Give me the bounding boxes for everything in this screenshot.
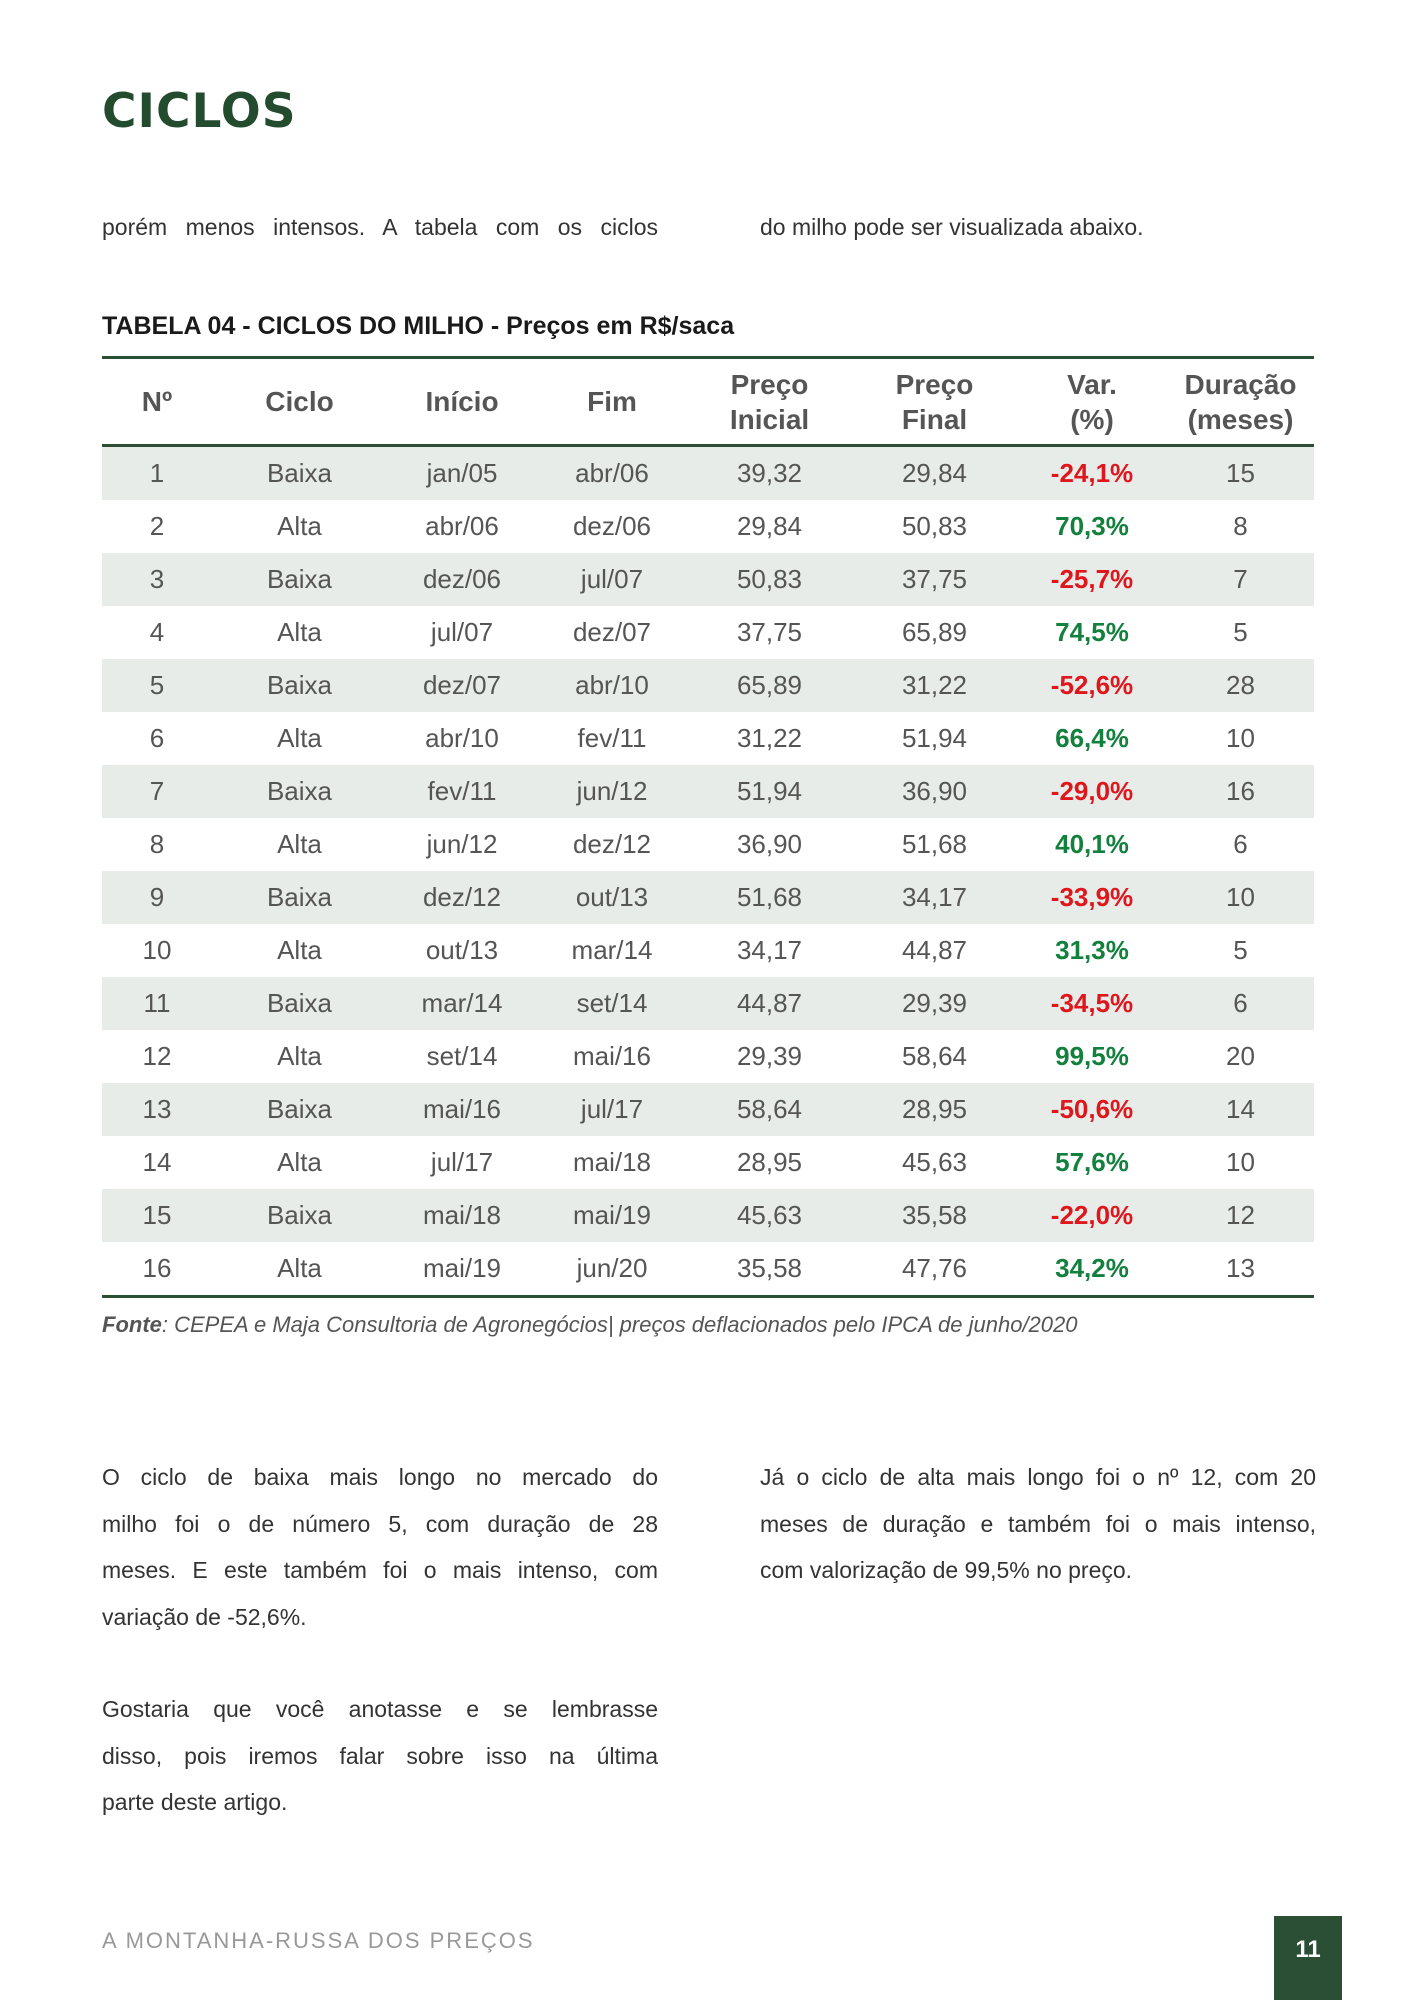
cell-fim: mai/16 <box>572 1041 652 1071</box>
table-row <box>102 871 1314 924</box>
cell-ciclo: Baixa <box>212 765 387 818</box>
cell-preco-final: 37,75 <box>852 553 1017 606</box>
header-n: Nº <box>102 358 212 446</box>
cell-ciclo: Baixa <box>212 1083 387 1136</box>
table-row <box>102 977 1314 1030</box>
header-fim: Fim <box>537 358 687 446</box>
header-preco-final: Preço Final <box>852 358 1017 446</box>
table-row <box>102 1136 1314 1189</box>
cell-fim: jun/12 <box>537 765 687 818</box>
cell-n: 5 <box>102 659 212 712</box>
cell-inicio: mai/16 <box>387 1083 537 1136</box>
body-left-p2-line1: Gostaria que você anotasse e se lembrasse <box>102 1696 658 1722</box>
body-left-p1-line3: meses. E este também foi o mais intenso, com <box>102 1557 658 1583</box>
cell-ciclo: Alta <box>277 723 322 753</box>
body-left-p1-line4: variação de -52,6%. <box>102 1603 307 1630</box>
table-header-row <box>102 358 1314 446</box>
cell-n: 6 <box>149 723 165 753</box>
cell-preco-final: 45,63 <box>901 1147 968 1177</box>
body-left-p2-line3: parte deste artigo. <box>102 1789 288 1815</box>
cell-preco-final: 29,84 <box>852 446 1017 501</box>
intro-right-text: do milho pode ser visualizada abaixo. <box>760 214 1144 240</box>
cell-preco-final: 51,94 <box>901 723 968 753</box>
cell-preco-final: 29,39 <box>852 977 1017 1030</box>
cell-ciclo: Alta <box>277 1253 322 1283</box>
intro-left-text: porém menos intensos. A tabela com os ciclos <box>102 214 658 240</box>
table-row <box>102 712 1314 765</box>
cell-preco-inicial: 45,63 <box>687 1189 852 1242</box>
cell-inicio: set/14 <box>426 1041 498 1071</box>
header-ciclo: Ciclo <box>212 358 387 446</box>
cell-preco-inicial: 37,75 <box>736 617 803 647</box>
cell-n: 16 <box>142 1253 172 1283</box>
body-right-p1-line3: com valorização de 99,5% no preço. <box>760 1557 1133 1583</box>
body-right-p1-line1: Já o ciclo de alta mais longo foi o nº 12, com 20 <box>760 1464 1316 1490</box>
cell-duracao: 12 <box>1167 1189 1314 1242</box>
cell-var: -29,0% <box>1017 765 1167 818</box>
cell-fim: out/13 <box>537 871 687 924</box>
cell-preco-inicial: 50,83 <box>687 553 852 606</box>
cell-preco-inicial: 35,58 <box>736 1253 803 1283</box>
header-duracao: Duração (meses) <box>1167 358 1314 446</box>
cell-n: 13 <box>102 1083 212 1136</box>
cell-preco-inicial: 29,84 <box>736 511 803 541</box>
table-row <box>102 765 1314 818</box>
cell-preco-inicial: 36,90 <box>736 829 803 859</box>
cell-inicio: out/13 <box>425 935 499 965</box>
section-title: CICLOS <box>102 84 297 139</box>
cell-fim: jul/07 <box>537 553 687 606</box>
cell-n: 7 <box>102 765 212 818</box>
cell-preco-final: 36,90 <box>852 765 1017 818</box>
cell-var: -33,9% <box>1017 871 1167 924</box>
cell-inicio: fev/11 <box>387 765 537 818</box>
cell-duracao: 15 <box>1167 446 1314 501</box>
cell-ciclo: Baixa <box>212 446 387 501</box>
cell-ciclo: Alta <box>277 617 322 647</box>
table-source <box>102 1312 1078 1338</box>
cell-n: 9 <box>102 871 212 924</box>
cell-n: 8 <box>149 829 165 859</box>
cell-fim: abr/06 <box>537 446 687 501</box>
cell-preco-inicial: 51,94 <box>687 765 852 818</box>
cell-ciclo: Baixa <box>212 1189 387 1242</box>
cell-duracao: 14 <box>1167 1083 1314 1136</box>
cell-var: 70,3% <box>1055 511 1129 541</box>
cell-inicio: jan/05 <box>387 446 537 501</box>
body-left-p2-line2: disso, pois iremos falar sobre isso na última <box>102 1742 658 1769</box>
page-number-box <box>1274 1916 1342 2000</box>
cell-preco-inicial: 29,39 <box>736 1041 803 1071</box>
table-row <box>102 553 1314 606</box>
cell-ciclo: Baixa <box>212 659 387 712</box>
table-title: TABELA 04 - CICLOS DO MILHO - Preços em R$/saca <box>102 312 735 340</box>
cell-fim: jul/17 <box>537 1083 687 1136</box>
cell-duracao: 28 <box>1167 659 1314 712</box>
cell-fim: mar/14 <box>571 935 653 965</box>
table-row <box>102 818 1314 871</box>
cell-preco-inicial: 34,17 <box>736 935 803 965</box>
cell-fim: dez/06 <box>572 511 652 541</box>
intro-right-column <box>760 204 1316 251</box>
cell-n: 3 <box>102 553 212 606</box>
cell-var: -22,0% <box>1017 1189 1167 1242</box>
body-right-column <box>760 1454 1316 1594</box>
cell-var: 66,4% <box>1055 723 1129 753</box>
cell-ciclo: Alta <box>277 1041 322 1071</box>
table-row <box>102 500 1314 553</box>
source-label: Fonte <box>102 1312 162 1337</box>
cell-n: 10 <box>142 935 172 965</box>
cell-preco-final: 50,83 <box>901 511 968 541</box>
page-number: 11 <box>1295 1936 1321 1963</box>
cell-inicio: abr/10 <box>425 723 499 753</box>
body-left-column <box>102 1454 658 1826</box>
cell-var: -24,1% <box>1017 446 1167 501</box>
cell-inicio: jun/12 <box>426 829 498 859</box>
cell-ciclo: Baixa <box>212 553 387 606</box>
cell-ciclo: Baixa <box>212 871 387 924</box>
cell-var: -34,5% <box>1017 977 1167 1030</box>
cell-preco-final: 58,64 <box>901 1041 968 1071</box>
cell-duracao: 6 <box>1167 977 1314 1030</box>
cell-n: 15 <box>102 1189 212 1242</box>
cell-inicio: mar/14 <box>387 977 537 1030</box>
cell-preco-inicial: 58,64 <box>687 1083 852 1136</box>
cell-inicio: jul/07 <box>430 617 494 647</box>
cell-var: 74,5% <box>1055 617 1129 647</box>
cell-var: 40,1% <box>1055 829 1129 859</box>
cell-n: 14 <box>142 1147 172 1177</box>
cell-preco-inicial: 51,68 <box>687 871 852 924</box>
header-preco-inicial: Preço Inicial <box>687 358 852 446</box>
cell-duracao: 10 <box>1167 871 1314 924</box>
cell-duracao: 8 <box>1233 511 1248 541</box>
cell-n: 11 <box>102 977 212 1030</box>
cell-inicio: mai/18 <box>387 1189 537 1242</box>
body-right-p1-line2: meses de duração e também foi o mais intenso, <box>760 1510 1316 1537</box>
cell-duracao: 13 <box>1226 1253 1255 1283</box>
cell-fim: mai/19 <box>537 1189 687 1242</box>
cell-fim: dez/12 <box>572 829 652 859</box>
cell-inicio: dez/07 <box>387 659 537 712</box>
cell-preco-final: 51,68 <box>901 829 968 859</box>
cell-fim: mai/18 <box>572 1147 652 1177</box>
cell-preco-final: 31,22 <box>852 659 1017 712</box>
table-row <box>102 1189 1314 1242</box>
body-left-p1-line2: milho foi o de número 5, com duração de 28 <box>102 1510 658 1537</box>
cell-preco-final: 34,17 <box>852 871 1017 924</box>
cell-var: 34,2% <box>1055 1253 1129 1283</box>
table-row <box>102 1083 1314 1136</box>
cell-preco-inicial: 39,32 <box>687 446 852 501</box>
cycles-table <box>102 356 1314 1298</box>
cell-ciclo: Alta <box>277 935 322 965</box>
table-row <box>102 1030 1314 1083</box>
cell-fim: abr/10 <box>537 659 687 712</box>
table-row <box>102 1242 1314 1297</box>
cell-fim: fev/11 <box>577 723 647 753</box>
cell-inicio: dez/12 <box>387 871 537 924</box>
cell-inicio: abr/06 <box>425 511 499 541</box>
cell-var: -52,6% <box>1017 659 1167 712</box>
cell-duracao: 10 <box>1226 723 1255 753</box>
cell-preco-final: 28,95 <box>852 1083 1017 1136</box>
cell-var: 57,6% <box>1055 1147 1129 1177</box>
table-row <box>102 446 1314 501</box>
table-row <box>102 659 1314 712</box>
cell-n: 4 <box>149 617 165 647</box>
cell-preco-final: 35,58 <box>852 1189 1017 1242</box>
cell-duracao: 5 <box>1233 935 1248 965</box>
cell-var: 31,3% <box>1055 935 1129 965</box>
cell-preco-final: 65,89 <box>901 617 968 647</box>
cell-duracao: 10 <box>1226 1147 1255 1177</box>
cell-var: -50,6% <box>1017 1083 1167 1136</box>
cell-ciclo: Alta <box>277 829 322 859</box>
cell-duracao: 16 <box>1167 765 1314 818</box>
cell-preco-inicial: 31,22 <box>736 723 803 753</box>
header-inicio: Início <box>387 358 537 446</box>
source-text: : CEPEA e Maja Consultoria de Agronegócios| preços deflacionados pelo IPCA de junho/2020 <box>161 1312 1078 1337</box>
cell-fim: dez/07 <box>572 617 652 647</box>
cell-duracao: 7 <box>1167 553 1314 606</box>
cell-preco-inicial: 44,87 <box>687 977 852 1030</box>
cell-ciclo: Alta <box>277 1147 322 1177</box>
intro-left-column <box>102 204 658 251</box>
table-row <box>102 606 1314 659</box>
cell-preco-inicial: 65,89 <box>687 659 852 712</box>
cell-preco-inicial: 28,95 <box>736 1147 803 1177</box>
header-var: Var. (%) <box>1017 358 1167 446</box>
cell-ciclo: Baixa <box>212 977 387 1030</box>
cell-fim: set/14 <box>537 977 687 1030</box>
cell-var: 99,5% <box>1055 1041 1129 1071</box>
cell-n: 12 <box>142 1041 172 1071</box>
table-row <box>102 924 1314 977</box>
cell-preco-final: 44,87 <box>901 935 968 965</box>
cell-ciclo: Alta <box>277 511 322 541</box>
cell-n: 2 <box>149 511 165 541</box>
cell-preco-final: 47,76 <box>901 1253 968 1283</box>
cell-inicio: mai/19 <box>422 1253 502 1283</box>
cell-n: 1 <box>102 446 212 501</box>
table-body <box>102 446 1314 1297</box>
body-left-p1-line1: O ciclo de baixa mais longo no mercado do <box>102 1464 658 1490</box>
cell-var: -25,7% <box>1017 553 1167 606</box>
cell-duracao: 20 <box>1226 1041 1255 1071</box>
cell-inicio: dez/06 <box>387 553 537 606</box>
cell-duracao: 5 <box>1233 617 1248 647</box>
footer-title: A MONTANHA-RUSSA DOS PREÇOS <box>102 1928 535 1953</box>
cell-fim: jun/20 <box>576 1253 648 1283</box>
cell-duracao: 6 <box>1233 829 1248 859</box>
cell-inicio: jul/17 <box>430 1147 494 1177</box>
